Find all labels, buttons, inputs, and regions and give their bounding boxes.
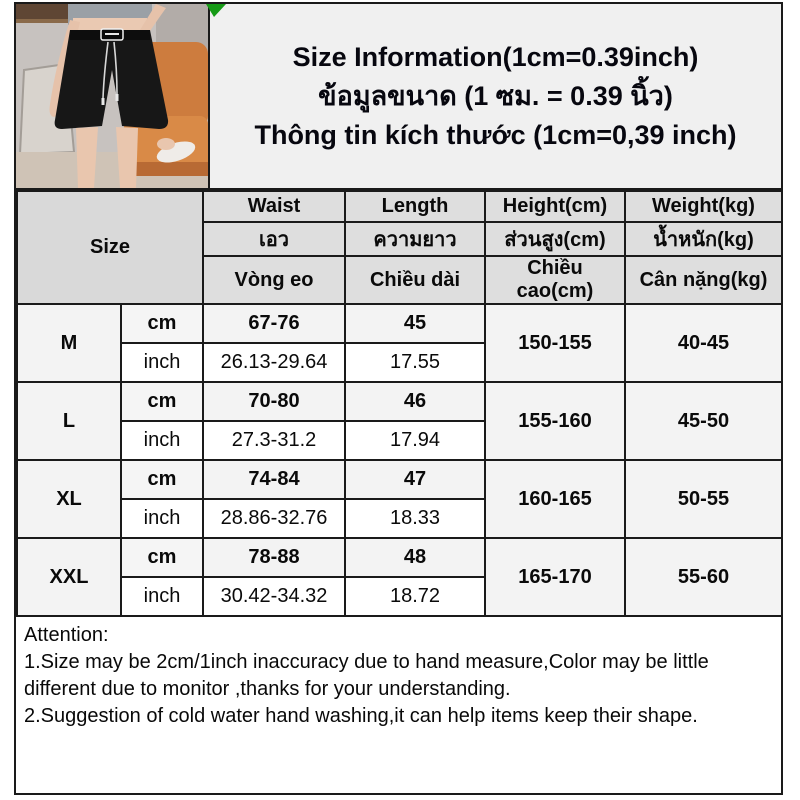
- waist-cm-l: 70-80: [203, 382, 345, 421]
- length-cm-m: 45: [345, 304, 485, 343]
- page-frame: [14, 2, 783, 795]
- attention-note-2: 2.Suggestion of cold water hand washing,it can help items keep their shape.: [24, 705, 698, 727]
- length-cm-xxl: 48: [345, 538, 485, 577]
- header-length-th: ความยาว: [345, 222, 485, 256]
- unit-cm-xl: cm: [121, 460, 203, 499]
- length-inch-xl: 18.33: [345, 499, 485, 538]
- height-xl: 160-165: [485, 460, 625, 538]
- waist-inch-xxl: 30.42-34.32: [203, 577, 345, 616]
- weight-m: 40-45: [625, 304, 782, 382]
- header-waist-vi: Vòng eo: [203, 256, 345, 304]
- weight-xxl: 55-60: [625, 538, 782, 616]
- unit-inch-xl: inch: [121, 499, 203, 538]
- length-cm-l: 46: [345, 382, 485, 421]
- header-weight-en: Weight(kg): [625, 191, 782, 222]
- length-inch-l: 17.94: [345, 421, 485, 460]
- unit-cm-m: cm: [121, 304, 203, 343]
- waist-inch-xl: 28.86-32.76: [203, 499, 345, 538]
- size-table: [16, 190, 783, 617]
- attention-section: [16, 617, 781, 793]
- size-label-xl: XL: [17, 460, 121, 538]
- waist-cm-xl: 74-84: [203, 460, 345, 499]
- header-height-vi: Chiều cao(cm): [485, 256, 625, 304]
- size-label-xxl: XXL: [17, 538, 121, 616]
- height-m: 150-155: [485, 304, 625, 382]
- length-inch-m: 17.55: [345, 343, 485, 382]
- header-height-en: Height(cm): [485, 191, 625, 222]
- waist-inch-l: 27.3-31.2: [203, 421, 345, 460]
- size-label-l: L: [17, 382, 121, 460]
- weight-xl: 50-55: [625, 460, 782, 538]
- header-waist-th: เอว: [203, 222, 345, 256]
- title-line-th: ข้อมูลขนาด (1 ซม. = 0.39 นิ้ว): [318, 80, 673, 111]
- length-inch-xxl: 18.72: [345, 577, 485, 616]
- header-length-en: Length: [345, 191, 485, 222]
- header-length-vi: Chiều dài: [345, 256, 485, 304]
- size-header-cell: Size: [17, 191, 203, 304]
- green-corner-accent: [206, 4, 226, 17]
- header-height-th: ส่วนสูง(cm): [485, 222, 625, 256]
- waist-inch-m: 26.13-29.64: [203, 343, 345, 382]
- attention-note-1: 1.Size may be 2cm/1inch inaccuracy due to hand measure,Color may be little different due to monitor ,thanks for your understanding.: [24, 651, 709, 700]
- unit-cm-l: cm: [121, 382, 203, 421]
- height-xxl: 165-170: [485, 538, 625, 616]
- unit-inch-xxl: inch: [121, 577, 203, 616]
- waist-cm-xxl: 78-88: [203, 538, 345, 577]
- product-photo: [16, 4, 210, 190]
- product-photo-illustration: [16, 4, 208, 188]
- waist-cm-m: 67-76: [203, 304, 345, 343]
- unit-inch-m: inch: [121, 343, 203, 382]
- unit-cm-xxl: cm: [121, 538, 203, 577]
- header-waist-en: Waist: [203, 191, 345, 222]
- header-zone: [16, 4, 781, 190]
- attention-heading: Attention:: [24, 624, 109, 646]
- size-label-m: M: [17, 304, 121, 382]
- weight-l: 45-50: [625, 382, 782, 460]
- title-line-vi: Thông tin kích thước (1cm=0,39 inch): [254, 119, 737, 150]
- length-cm-xl: 47: [345, 460, 485, 499]
- header-weight-vi: Cân nặng(kg): [625, 256, 782, 304]
- unit-inch-l: inch: [121, 421, 203, 460]
- height-l: 155-160: [485, 382, 625, 460]
- title-line-en: Size Information(1cm=0.39inch): [292, 41, 699, 72]
- size-info-title: [210, 4, 781, 190]
- header-weight-th: น้ำหนัก(kg): [625, 222, 782, 256]
